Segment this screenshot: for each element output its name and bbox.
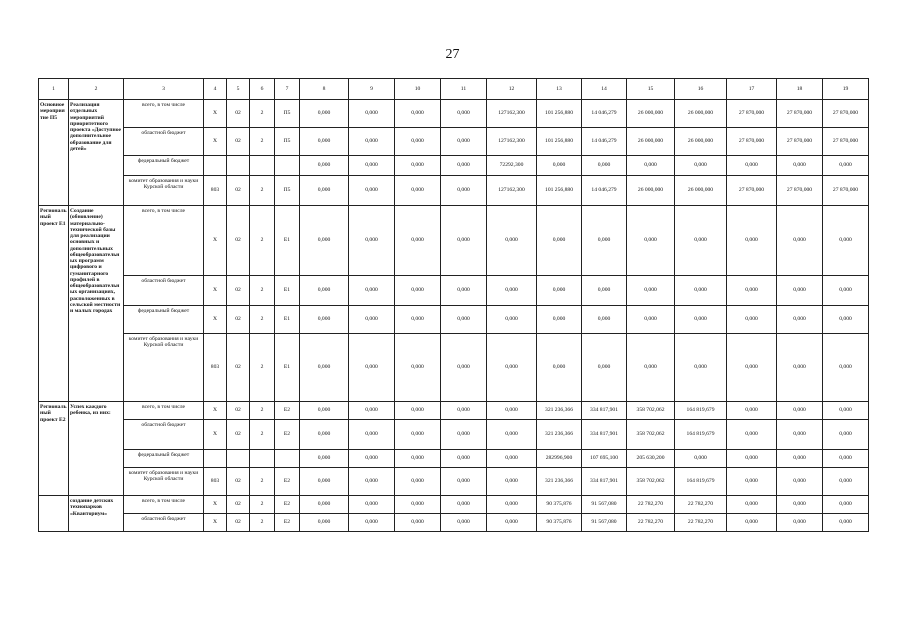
value-cell: 0,000 [582,156,627,176]
code-cell: 2 [250,276,275,306]
value-cell: 0,000 [395,128,441,156]
value-cell: 0,000 [441,176,487,206]
column-header: 14 [582,79,627,100]
code-cell: Х [204,402,227,420]
value-cell: 0,000 [441,306,487,334]
budget-table [38,78,869,532]
table-row [39,100,869,128]
code-cell: Е2 [275,496,300,514]
empty-code-cell [275,450,300,468]
empty-code-cell [250,156,275,176]
value-cell: 0,000 [487,420,537,450]
value-cell: 26 000,000 [627,128,675,156]
value-cell: 0,000 [777,420,823,450]
value-cell: 0,000 [300,176,349,206]
value-cell: 0,000 [441,156,487,176]
value-cell: 0,000 [727,468,777,496]
funding-source-cell: всего, в том числе [124,402,204,420]
value-cell: 0,000 [487,514,537,532]
column-header: 9 [349,79,395,100]
value-cell: 27 870,000 [823,176,869,206]
value-cell: 27 870,000 [727,176,777,206]
code-cell: 2 [250,468,275,496]
funding-source-cell: областной бюджет [124,276,204,306]
value-cell: 0,000 [300,514,349,532]
table-row [39,276,869,306]
value-cell: 26 000,000 [627,176,675,206]
value-cell: 0,000 [487,276,537,306]
value-cell: 0,000 [349,468,395,496]
value-cell: 127162,300 [487,100,537,128]
code-cell: Е2 [275,468,300,496]
table-row [39,496,869,514]
column-header: 11 [441,79,487,100]
column-header: 17 [727,79,777,100]
value-cell: 0,000 [675,156,727,176]
empty-code-cell [250,450,275,468]
value-cell: 91 567,080 [582,496,627,514]
table-body [39,100,869,532]
value-cell: 14 046,279 [582,128,627,156]
code-cell: Х [204,306,227,334]
value-cell: 358 702,062 [627,402,675,420]
value-cell: 0,000 [727,496,777,514]
code-cell: 02 [227,276,250,306]
value-cell: 0,000 [777,450,823,468]
value-cell: 26 000,000 [675,128,727,156]
code-cell: 02 [227,100,250,128]
value-cell: 0,000 [627,306,675,334]
code-cell: 2 [250,496,275,514]
value-cell: 0,000 [727,402,777,420]
value-cell: 26 000,000 [675,100,727,128]
value-cell: 0,000 [777,276,823,306]
funding-source-cell: всего, в том числе [124,206,204,276]
value-cell: 0,000 [395,156,441,176]
code-cell: Х [204,420,227,450]
funding-source-cell: федеральный бюджет [124,306,204,334]
value-cell: 0,000 [487,206,537,276]
code-cell: 02 [227,128,250,156]
empty-code-cell [204,450,227,468]
value-cell: 0,000 [627,276,675,306]
column-header: 7 [275,79,300,100]
value-cell: 0,000 [441,402,487,420]
table-row [39,128,869,156]
code-cell: Е1 [275,206,300,276]
value-cell: 0,000 [349,176,395,206]
value-cell: 0,000 [441,420,487,450]
column-header: 15 [627,79,675,100]
table-row [39,514,869,532]
value-cell: 0,000 [349,402,395,420]
code-cell: 02 [227,514,250,532]
value-cell: 26 000,000 [627,100,675,128]
value-cell: 0,000 [349,128,395,156]
value-cell: 0,000 [349,156,395,176]
funding-source-cell: комитет образования и науки Курской области [124,176,204,206]
value-cell: 0,000 [537,276,582,306]
empty-code-cell [204,156,227,176]
value-cell: 22 782,270 [675,496,727,514]
value-cell: 321 236,366 [537,468,582,496]
code-cell: Е2 [275,514,300,532]
funding-source-cell: федеральный бюджет [124,156,204,176]
value-cell: 0,000 [537,334,582,402]
code-cell: 2 [250,514,275,532]
value-cell: 0,000 [777,334,823,402]
value-cell: 0,000 [487,468,537,496]
table-row [39,420,869,450]
code-cell: 2 [250,176,275,206]
value-cell: 164 819,679 [675,468,727,496]
value-cell: 282996,900 [537,450,582,468]
code-cell: 02 [227,496,250,514]
code-cell: 02 [227,206,250,276]
value-cell: 101 256,880 [537,100,582,128]
funding-source-cell: комитет образования и науки Курской области [124,468,204,496]
funding-source-cell: комитет образования и науки Курской области [124,334,204,402]
value-cell: 0,000 [777,496,823,514]
value-cell: 0,000 [487,402,537,420]
value-cell: 0,000 [300,206,349,276]
value-cell: 0,000 [627,206,675,276]
column-header: 19 [823,79,869,100]
value-cell: 0,000 [582,276,627,306]
value-cell: 0,000 [441,468,487,496]
value-cell: 0,000 [777,402,823,420]
funding-source-cell: областной бюджет [124,514,204,532]
column-header: 10 [395,79,441,100]
value-cell: 0,000 [823,514,869,532]
value-cell: 27 870,000 [777,100,823,128]
value-cell: 101 256,880 [537,176,582,206]
value-cell: 0,000 [675,206,727,276]
value-cell: 0,000 [777,514,823,532]
value-cell: 27 870,000 [823,128,869,156]
empty-code-cell [275,156,300,176]
value-cell: 358 702,062 [627,420,675,450]
value-cell: 14 046,279 [582,176,627,206]
code-cell: 02 [227,420,250,450]
value-cell: 0,000 [395,496,441,514]
value-cell: 0,000 [300,468,349,496]
value-cell: 0,000 [675,306,727,334]
value-cell: 0,000 [300,496,349,514]
value-cell: 0,000 [395,402,441,420]
value-cell: 0,000 [349,514,395,532]
empty-code-cell [227,450,250,468]
code-cell: Х [204,128,227,156]
section-type-cell: Региональный проект Е2 [39,402,69,496]
table-row [39,176,869,206]
value-cell: 0,000 [487,496,537,514]
value-cell: 0,000 [777,306,823,334]
value-cell: 0,000 [537,306,582,334]
value-cell: 0,000 [727,420,777,450]
value-cell: 321 236,366 [537,402,582,420]
code-cell: П5 [275,100,300,128]
code-cell: Х [204,276,227,306]
column-header: 3 [124,79,204,100]
value-cell: 164 819,679 [675,402,727,420]
value-cell: 0,000 [395,450,441,468]
funding-source-cell: федеральный бюджет [124,450,204,468]
section-name-cell: Создание (обновление) материально-технической базы для реализации основных и дополнительных общеобразовательных программ цифрового и гуманитарного профилей в общеобразовательных организациях, расположенных в сельской местности и малых городах [69,206,124,402]
value-cell: 0,000 [487,334,537,402]
value-cell: 0,000 [441,334,487,402]
funding-source-cell: областной бюджет [124,420,204,450]
value-cell: 90 375,876 [537,514,582,532]
value-cell: 0,000 [300,334,349,402]
funding-source-cell: всего, в том числе [124,496,204,514]
value-cell: 0,000 [395,276,441,306]
column-header: 12 [487,79,537,100]
value-cell: 0,000 [395,334,441,402]
value-cell: 358 702,062 [627,468,675,496]
code-cell: 2 [250,206,275,276]
value-cell: 0,000 [395,176,441,206]
value-cell: 0,000 [300,156,349,176]
code-cell: П5 [275,176,300,206]
value-cell: 0,000 [395,468,441,496]
section-type-cell: Региональный проект Е1 [39,206,69,402]
value-cell: 26 000,000 [675,176,727,206]
value-cell: 0,000 [823,496,869,514]
value-cell: 0,000 [727,206,777,276]
value-cell: 0,000 [349,206,395,276]
code-cell: Х [204,206,227,276]
value-cell: 0,000 [627,334,675,402]
value-cell: 0,000 [823,468,869,496]
value-cell: 0,000 [300,402,349,420]
value-cell: 0,000 [537,156,582,176]
value-cell: 27 870,000 [727,128,777,156]
code-cell: 2 [250,128,275,156]
value-cell: 0,000 [349,420,395,450]
column-header: 2 [69,79,124,100]
value-cell: 0,000 [441,450,487,468]
column-header: 8 [300,79,349,100]
page-number: 27 [445,47,460,62]
code-cell: Х [204,100,227,128]
value-cell: 0,000 [727,276,777,306]
value-cell: 72292,300 [487,156,537,176]
table-row [39,206,869,276]
value-cell: 0,000 [727,334,777,402]
value-cell: 0,000 [777,156,823,176]
value-cell: 0,000 [487,450,537,468]
value-cell: 0,000 [823,402,869,420]
value-cell: 22 782,270 [627,514,675,532]
value-cell: 0,000 [727,450,777,468]
value-cell: 0,000 [675,450,727,468]
section-name-cell: Реализация отдельных мероприятий приоритетного проекта «Доступное дополнительное образование для детей» [69,100,124,206]
value-cell: 0,000 [349,100,395,128]
section-name-cell: Успех каждого ребенка, из них: [69,402,124,496]
section-type-cell: Основное мероприятие П5 [39,100,69,206]
value-cell: 0,000 [582,306,627,334]
table-row [39,306,869,334]
column-header: 4 [204,79,227,100]
code-cell: 2 [250,100,275,128]
value-cell: 0,000 [823,420,869,450]
code-cell: 2 [250,420,275,450]
value-cell: 0,000 [727,156,777,176]
value-cell: 0,000 [441,128,487,156]
value-cell: 0,000 [675,276,727,306]
value-cell: 0,000 [300,306,349,334]
value-cell: 22 782,270 [627,496,675,514]
funding-source-cell: областной бюджет [124,128,204,156]
value-cell: 0,000 [300,100,349,128]
value-cell: 0,000 [395,206,441,276]
code-cell: 2 [250,402,275,420]
code-cell: Е1 [275,334,300,402]
code-cell: Е2 [275,420,300,450]
value-cell: 127162,300 [487,128,537,156]
value-cell: 0,000 [582,206,627,276]
code-cell: 02 [227,402,250,420]
column-header: 6 [250,79,275,100]
code-cell: Х [204,514,227,532]
column-header: 13 [537,79,582,100]
column-header: 16 [675,79,727,100]
value-cell: 107 695,100 [582,450,627,468]
code-cell: 02 [227,176,250,206]
value-cell: 0,000 [349,450,395,468]
value-cell: 0,000 [441,276,487,306]
value-cell: 0,000 [395,420,441,450]
value-cell: 0,000 [349,334,395,402]
value-cell: 334 817,901 [582,420,627,450]
funding-source-cell: всего, в том числе [124,100,204,128]
value-cell: 0,000 [727,514,777,532]
value-cell: 0,000 [300,450,349,468]
code-cell: Е2 [275,402,300,420]
table-row [39,402,869,420]
value-cell: 0,000 [727,306,777,334]
code-cell: 2 [250,306,275,334]
value-cell: 0,000 [537,206,582,276]
table-row [39,450,869,468]
value-cell: 334 817,901 [582,402,627,420]
code-cell: 803 [204,334,227,402]
code-cell: Е1 [275,306,300,334]
value-cell: 0,000 [777,468,823,496]
value-cell: 101 256,880 [537,128,582,156]
value-cell: 0,000 [349,496,395,514]
value-cell: 0,000 [627,156,675,176]
value-cell: 321 236,366 [537,420,582,450]
section-name-cell: создание детских технопарков «Кванториум» [69,496,124,532]
value-cell: 27 870,000 [777,176,823,206]
code-cell: 02 [227,334,250,402]
value-cell: 127162,300 [487,176,537,206]
value-cell: 27 870,000 [823,100,869,128]
code-cell: 02 [227,306,250,334]
value-cell: 14 046,279 [582,100,627,128]
value-cell: 22 782,270 [675,514,727,532]
code-cell: П5 [275,128,300,156]
value-cell: 0,000 [823,206,869,276]
table-row [39,468,869,496]
code-cell: 803 [204,176,227,206]
value-cell: 0,000 [395,514,441,532]
section-type-cell [39,496,69,532]
code-cell: 2 [250,334,275,402]
value-cell: 0,000 [777,206,823,276]
column-header: 18 [777,79,823,100]
value-cell: 27 870,000 [727,100,777,128]
value-cell: 0,000 [300,276,349,306]
value-cell: 0,000 [823,334,869,402]
column-header: 5 [227,79,250,100]
value-cell: 0,000 [823,276,869,306]
value-cell: 0,000 [441,206,487,276]
value-cell: 0,000 [441,514,487,532]
value-cell: 0,000 [823,306,869,334]
empty-code-cell [227,156,250,176]
header-row [39,79,869,100]
value-cell: 0,000 [300,128,349,156]
value-cell: 90 375,876 [537,496,582,514]
value-cell: 205 630,200 [627,450,675,468]
value-cell: 0,000 [395,100,441,128]
code-cell: Е1 [275,276,300,306]
value-cell: 0,000 [823,450,869,468]
value-cell: 0,000 [441,496,487,514]
value-cell: 0,000 [823,156,869,176]
value-cell: 0,000 [675,334,727,402]
value-cell: 0,000 [395,306,441,334]
value-cell: 91 567,080 [582,514,627,532]
value-cell: 0,000 [582,334,627,402]
value-cell: 0,000 [487,306,537,334]
table-row [39,334,869,402]
code-cell: Х [204,496,227,514]
value-cell: 0,000 [349,276,395,306]
code-cell: 803 [204,468,227,496]
column-header: 1 [39,79,69,100]
value-cell: 0,000 [441,100,487,128]
code-cell: 02 [227,468,250,496]
value-cell: 0,000 [300,420,349,450]
value-cell: 27 870,000 [777,128,823,156]
value-cell: 0,000 [349,306,395,334]
table-row [39,156,869,176]
value-cell: 334 817,901 [582,468,627,496]
value-cell: 164 819,679 [675,420,727,450]
